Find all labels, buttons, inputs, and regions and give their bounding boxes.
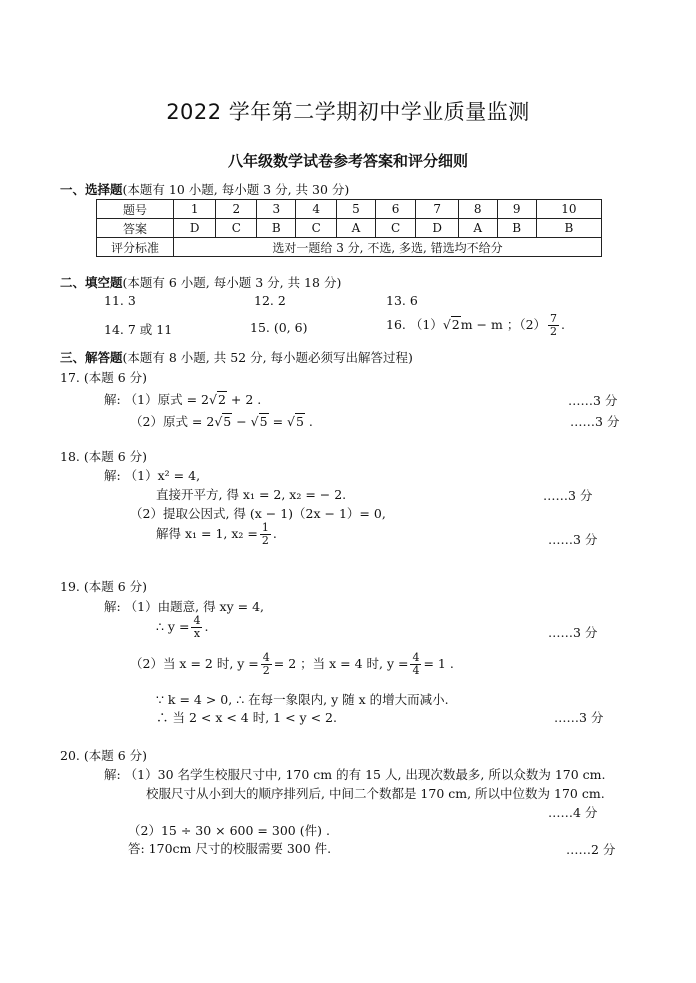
q19-line3-c: = 1 . <box>423 656 454 671</box>
q18-line4-a: 解得 x₁ = 1, x₂ = <box>156 526 258 541</box>
fraction-denominator: x <box>193 627 201 640</box>
q20-line3: （2）15 ÷ 30 × 600 = 300 (件) . <box>128 823 330 838</box>
q19-line1: 解: （1）由题意, 得 xy = 4, <box>104 599 265 614</box>
fraction <box>191 615 202 640</box>
fraction <box>260 522 271 547</box>
row-label-criteria: 评分标准 <box>97 238 174 257</box>
q19-line3 <box>130 652 454 677</box>
section1-header <box>60 180 349 198</box>
q20-line4: 答: 170cm 尺寸的校服需要 300 件. <box>128 841 332 856</box>
q18-line4 <box>156 522 277 547</box>
answer-cell: D <box>174 219 216 238</box>
sqrt-symbol: √ <box>287 414 295 429</box>
question-number: 8 <box>458 200 497 219</box>
question-number: 5 <box>337 200 376 219</box>
section2-heading: 二、填空题 <box>60 275 123 290</box>
question-number: 10 <box>536 200 601 219</box>
score-mark: ……3 分 <box>543 488 593 503</box>
answer-cell: B <box>536 219 601 238</box>
fraction-denominator: 2 <box>261 534 269 547</box>
fraction-numerator: 4 <box>412 651 420 664</box>
q19-line2 <box>156 615 208 640</box>
answer-15: 15. (0, 6) <box>250 320 308 335</box>
fraction <box>548 313 559 338</box>
table-row-criteria <box>97 238 602 257</box>
question-number: 1 <box>174 200 216 219</box>
q17-line2-c: = <box>268 414 288 429</box>
section3-heading: 三、解答题 <box>60 350 123 365</box>
fraction-denominator: 2 <box>550 325 558 338</box>
sqrt-symbol: √ <box>209 392 217 407</box>
answer-16 <box>386 313 565 338</box>
score-mark: ……3 分 <box>570 414 620 429</box>
q18-line2: 直接开平方, 得 x₁ = 2, x₂ = − 2. <box>156 487 347 502</box>
question-number: 4 <box>296 200 337 219</box>
section2-header <box>60 273 341 291</box>
q17-heading: 17. (本题 6 分) <box>60 370 148 385</box>
answer-cell: A <box>458 219 497 238</box>
sqrt-symbol: √ <box>442 317 451 332</box>
fraction-numerator: 7 <box>550 312 558 325</box>
answer-cell: A <box>337 219 376 238</box>
page-subtitle: 八年级数学试卷参考答案和评分细则 <box>227 152 468 170</box>
section2-note: (本题有 6 小题, 每小题 3 分, 共 18 分) <box>122 275 342 290</box>
q20-line1: 解: （1）30 名学生校服尺寸中, 170 cm 的有 15 人, 出现次数最多, 所以众数为 170 cm. <box>104 767 606 782</box>
fraction <box>410 652 421 677</box>
question-number: 2 <box>216 200 257 219</box>
answer-cell: C <box>216 219 257 238</box>
answer-cell: C <box>296 219 337 238</box>
answer-cell: B <box>497 219 536 238</box>
sqrt-radicand: 5 <box>259 414 268 429</box>
answer-cell: C <box>375 219 416 238</box>
score-mark: ……3 分 <box>554 710 604 725</box>
sqrt-symbol: √ <box>214 414 223 429</box>
fraction-numerator: 1 <box>261 521 269 534</box>
table-row-numbers <box>97 200 602 219</box>
q17-line1-a: 解: （1）原式 = 2 <box>104 392 210 407</box>
q18-line4-b: . <box>272 526 277 541</box>
score-mark: ……4 分 <box>548 805 598 820</box>
section1-note: (本题有 10 小题, 每小题 3 分, 共 30 分) <box>122 182 350 197</box>
criteria-cell: 选对一题给 3 分, 不选, 多选, 错选均不给分 <box>174 238 602 257</box>
sqrt-symbol: √ <box>250 414 259 429</box>
page-title: 2022 学年第二学期初中学业质量监测 <box>166 100 530 124</box>
q19-line2-b: . <box>204 619 209 634</box>
q19-line3-b: = 2 ；当 x = 4 时, y = <box>273 656 409 671</box>
q19-line5: ∴ 当 2 < x < 4 时, 1 < y < 2. <box>156 710 337 725</box>
q17-line2-d: . <box>304 414 313 429</box>
answer-cell: B <box>257 219 296 238</box>
sqrt-radicand: 5 <box>223 414 232 429</box>
q19-heading: 19. (本题 6 分) <box>60 579 148 594</box>
q17-line2-b: − <box>232 414 251 429</box>
answer-12: 12. 2 <box>254 293 286 308</box>
fraction-numerator: 4 <box>262 651 270 664</box>
q18-line1: 解: （1）x² = 4, <box>104 468 201 483</box>
answer-table <box>96 199 602 257</box>
score-mark: ……2 分 <box>566 842 616 857</box>
answer-16-prefix: 16. （1） <box>386 317 443 332</box>
fraction <box>261 652 272 677</box>
q17-line2-a: （2）原式 = 2 <box>130 414 215 429</box>
question-number: 9 <box>497 200 536 219</box>
q20-line2: 校服尺寸从小到大的顺序排列后, 中间二个数都是 170 cm, 所以中位数为 170 cm. <box>146 786 605 801</box>
q20-heading: 20. (本题 6 分) <box>60 748 148 763</box>
q17-line1-b: + 2 . <box>226 392 262 407</box>
q18-line3: （2）提取公因式, 得 (x − 1)（2x − 1）= 0, <box>130 506 386 521</box>
sqrt-radicand: 2 <box>451 317 460 332</box>
fraction-denominator: 4 <box>412 664 420 677</box>
sqrt-radicand: 5 <box>295 414 304 429</box>
answer-16-mid: m − m ；（2） <box>460 317 547 332</box>
q19-line4: ∵ k = 4 > 0, ∴ 在每一象限内, y 随 x 的增大而减小. <box>156 692 449 707</box>
q19-line3-a: （2）当 x = 2 时, y = <box>130 656 259 671</box>
question-number: 7 <box>416 200 458 219</box>
answer-16-end: . <box>561 317 566 332</box>
answer-13: 13. 6 <box>386 293 418 308</box>
answer-14: 14. 7 或 11 <box>104 322 173 337</box>
question-number: 3 <box>257 200 296 219</box>
section3-note: (本题有 8 小题, 共 52 分, 每小题必须写出解答过程) <box>122 350 413 365</box>
question-number: 6 <box>375 200 416 219</box>
section3-header <box>60 348 413 366</box>
score-mark: ……3 分 <box>548 532 598 547</box>
fraction-numerator: 4 <box>193 614 201 627</box>
fraction-denominator: 2 <box>262 664 270 677</box>
q17-line2 <box>130 412 313 430</box>
q18-heading: 18. (本题 6 分) <box>60 449 148 464</box>
score-mark: ……3 分 <box>548 625 598 640</box>
score-mark: ……3 分 <box>568 393 618 408</box>
row-label-answers: 答案 <box>97 219 174 238</box>
table-row-answers <box>97 219 602 238</box>
answer-11: 11. 3 <box>104 293 136 308</box>
section1-heading: 一、选择题 <box>60 182 123 197</box>
answer-cell: D <box>416 219 458 238</box>
sqrt-radicand: 2 <box>217 392 226 407</box>
q19-line2-a: ∴ y = <box>156 619 190 634</box>
row-label-numbers: 题号 <box>97 200 174 219</box>
q17-line1 <box>104 390 261 408</box>
